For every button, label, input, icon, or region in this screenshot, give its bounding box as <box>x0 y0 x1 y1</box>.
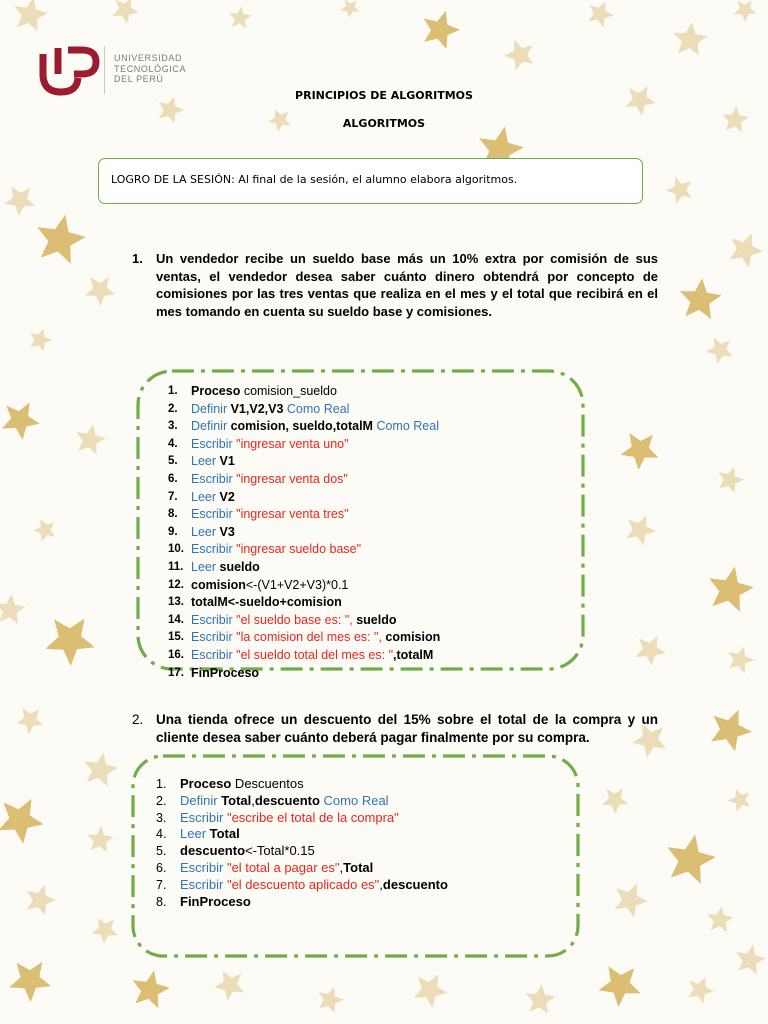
keyword-token: Definir <box>180 792 218 808</box>
session-goal-description: Al final de la sesión, el alumno elabora algoritmos. <box>234 173 518 186</box>
line-number: 13. <box>168 596 184 609</box>
line-number: 16. <box>168 648 184 661</box>
code-token: comision <box>191 577 246 592</box>
code-line <box>156 876 448 894</box>
code-token: , <box>339 859 344 875</box>
code-line <box>156 792 448 810</box>
code-token: comision, sueldo,totalM <box>227 419 373 434</box>
line-number: 1. <box>156 777 167 791</box>
code-line <box>168 647 440 665</box>
code-line <box>156 859 448 877</box>
code-token: FinProceso <box>191 665 260 680</box>
code-token: comision <box>381 630 441 645</box>
keyword-token: Escribir <box>191 612 233 627</box>
line-number: 14. <box>168 613 184 626</box>
code-line <box>168 594 440 612</box>
code-line <box>168 383 440 401</box>
string-token: "ingresar venta dos" <box>232 471 348 486</box>
line-number: 6. <box>168 472 178 485</box>
code-token: V1,V2,V3 <box>227 401 284 416</box>
code-token: descuento <box>382 876 448 892</box>
keyword-token: Leer <box>180 826 207 842</box>
keyword-token: Definir <box>191 401 228 416</box>
keyword-token: Leer <box>191 454 217 469</box>
keyword-token: Como Real <box>283 401 350 416</box>
code-token: comision_sueldo <box>240 384 337 398</box>
logo-line-2: TECNOLÓGICA <box>114 63 187 74</box>
code-line <box>168 489 440 507</box>
code-token: ,totalM <box>393 647 434 662</box>
code-line <box>156 893 448 911</box>
keyword-token: Leer <box>191 559 217 574</box>
code-token: descuento <box>180 843 246 859</box>
string-token: "ingresar venta tres" <box>232 507 349 522</box>
keyword-token: Leer <box>191 524 217 539</box>
code-token: Total <box>217 792 252 808</box>
code-line <box>168 436 440 454</box>
code-token: , <box>379 876 383 892</box>
logo-line-3: DEL PERÚ <box>114 74 164 84</box>
code-token: <-(V1+V2+V3)*0.1 <box>245 577 349 592</box>
exercise-1-text: Un vendedor recibe un sueldo base más un 10% extra por comisión de sus ventas, el vendedor desea saber cuánto dinero obtendrá por concepto de comisiones por las tres ventas que realiza en el mes y el total que recibirá en el mes tomando en cuenta su sueldo base y comisiones. <box>156 251 658 319</box>
code-token: Proceso <box>191 384 241 398</box>
keyword-token: Escribir <box>191 647 233 662</box>
session-goal-label: LOGRO DE LA SESIÓN: <box>111 173 235 186</box>
code-line <box>168 665 440 683</box>
keyword-token: Escribir <box>180 876 224 892</box>
line-number: 9. <box>168 525 178 538</box>
string-token: "escribe el total de la compra" <box>223 809 399 825</box>
code-line <box>168 506 440 524</box>
exercise-1-number: 1. <box>132 251 143 266</box>
code-token: sueldo <box>352 612 397 627</box>
keyword-token: Leer <box>191 489 217 504</box>
keyword-token: Escribir <box>191 630 233 645</box>
keyword-token: Escribir <box>191 471 233 486</box>
code-line <box>168 541 440 559</box>
line-number: 12. <box>168 578 184 591</box>
code-line <box>168 559 440 577</box>
line-number: 1. <box>168 385 178 397</box>
code-line <box>156 843 448 860</box>
line-number: 5. <box>156 844 167 859</box>
algorithm-1-code <box>168 383 441 682</box>
line-number: 4. <box>168 437 178 450</box>
line-number: 2. <box>156 793 167 808</box>
line-number: 4. <box>156 827 167 842</box>
line-number: 17. <box>168 666 184 679</box>
code-token: totalM<-sueldo+comision <box>191 595 342 610</box>
keyword-token: Escribir <box>191 507 233 522</box>
line-number: 10. <box>168 543 184 556</box>
exercise-2-statement <box>132 711 658 746</box>
keyword-token: Como Real <box>372 419 439 434</box>
string-token: "el sueldo base es: ", <box>232 612 353 627</box>
string-token: "ingresar venta uno" <box>232 436 349 451</box>
code-line <box>156 776 448 793</box>
code-token: sueldo <box>216 559 260 574</box>
keyword-token: Escribir <box>191 542 233 557</box>
keyword-token: Como Real <box>319 792 389 808</box>
code-line <box>168 471 440 489</box>
line-number: 7. <box>156 877 167 892</box>
document-title: PRINCIPIOS DE ALGORITMOS <box>295 89 473 102</box>
exercise-2-number: 2. <box>132 712 144 727</box>
string-token: "el total a pagar es" <box>223 859 340 875</box>
code-line <box>168 524 440 542</box>
string-token: "ingresar sueldo base" <box>232 542 362 557</box>
code-token: V3 <box>216 524 235 539</box>
string-token: "la comision del mes es: ", <box>232 630 382 645</box>
line-number: 11. <box>168 560 184 573</box>
code-token: V1 <box>216 454 235 469</box>
code-token: Descuentos <box>231 776 304 791</box>
line-number: 3. <box>168 420 178 433</box>
code-token: Total <box>343 859 374 875</box>
line-number: 5. <box>168 455 178 468</box>
code-token: Total <box>206 826 240 842</box>
code-token: V2 <box>216 489 235 504</box>
code-line <box>168 418 440 436</box>
line-number: 15. <box>168 631 184 644</box>
line-number: 8. <box>156 894 167 909</box>
keyword-token: Escribir <box>180 809 224 825</box>
line-number: 6. <box>156 860 167 875</box>
algorithm-2-code <box>156 776 448 910</box>
document-subtitle: ALGORITMOS <box>342 117 426 130</box>
keyword-token: Definir <box>191 419 228 434</box>
code-line <box>168 612 440 630</box>
string-token: "el sueldo total del mes es: " <box>232 647 394 662</box>
logo-line-1: UNIVERSIDAD <box>114 53 183 63</box>
code-line <box>168 453 440 471</box>
keyword-token: Escribir <box>191 436 233 451</box>
line-number: 8. <box>168 508 178 521</box>
line-number: 3. <box>156 810 167 825</box>
code-token: descuento <box>254 792 320 808</box>
line-number: 2. <box>168 402 178 415</box>
code-token: FinProceso <box>180 893 251 909</box>
code-line <box>156 826 448 843</box>
code-token: Proceso <box>180 776 232 791</box>
code-line <box>168 629 441 647</box>
code-line <box>168 401 440 419</box>
string-token: "el descuento aplicado es" <box>223 876 380 892</box>
line-number: 7. <box>168 490 178 503</box>
code-line <box>168 577 440 595</box>
code-token: <-Total*0.15 <box>245 843 315 859</box>
exercise-2-text: Una tienda ofrece un descuento del 15% sobre el total de la compra y un cliente desea saber cuánto deberá pagar finalmente por su compra. <box>156 712 658 745</box>
code-line <box>156 809 448 827</box>
keyword-token: Escribir <box>180 859 224 875</box>
code-token: , <box>251 792 255 808</box>
